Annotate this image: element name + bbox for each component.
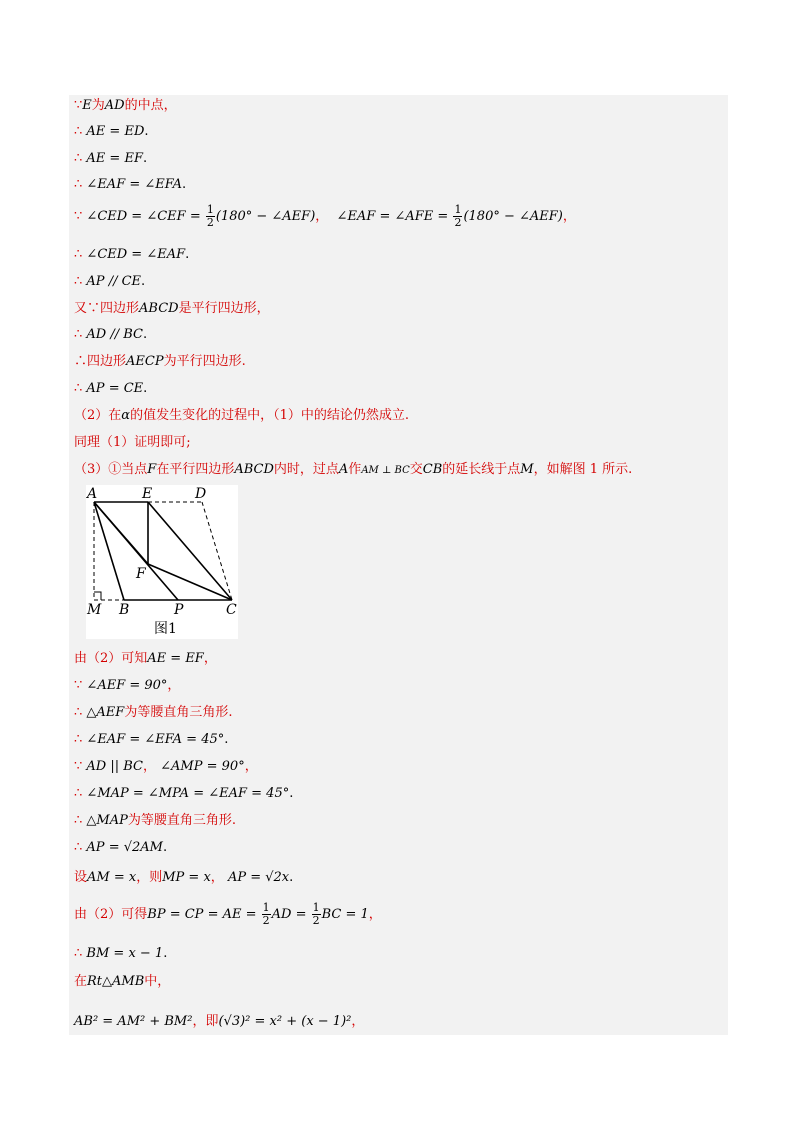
text-line: 由（2）可得BP = CP = AE = $\frac{1}{2}$ AD = $\frac{1}{2}$ BC = 1， <box>74 901 382 927</box>
text-line: 设AM = x，则MP = x， AP = √2x. <box>74 870 294 885</box>
text-line: ∵ AD || BC， ∠AMP = 90°， <box>74 759 258 774</box>
text-line: ∵E为AD的中点， <box>74 98 177 113</box>
text-line: 又∵四边形ABCD是平行四边形， <box>74 301 270 316</box>
text-line: ∴ AE = ED. <box>74 124 149 139</box>
fraction: $\frac{1}{2}$ <box>312 901 320 927</box>
text-line: ∴ AE = EF. <box>74 151 148 166</box>
text-line: ∵ ∠AEF = 90°， <box>74 678 181 693</box>
segment-dc-dashed <box>202 502 232 600</box>
label-a: A <box>87 486 98 502</box>
text-line: ∴ ∠EAF = ∠EFA = 45°. <box>74 732 229 747</box>
right-angle-mark <box>94 592 101 600</box>
figure-caption: 图1 <box>154 621 177 637</box>
label-p: P <box>174 602 184 618</box>
segment-ec <box>148 502 232 600</box>
text-line: （2）在α的值发生变化的过程中，（1）中的结论仍然成立. <box>74 408 409 423</box>
text-line: ∴ AP = √2AM. <box>74 840 168 855</box>
text-line: （3）①当点F在平行四边形ABCD内时，过点A作AM ⊥ BC交CB的延长线于点M，如解图 1 所示. <box>74 462 633 477</box>
label-m: M <box>87 602 102 618</box>
fraction: $\frac{1}{2}$ <box>454 203 462 229</box>
text-line: ∴ ∠CED = ∠EAF. <box>74 247 190 262</box>
text-line: ∴ AP // CE. <box>74 274 146 289</box>
text-line: 由（2）可知AE = EF， <box>74 651 217 666</box>
label-b: B <box>119 602 130 618</box>
label-c: C <box>226 602 237 618</box>
label-f: F <box>136 566 146 582</box>
text-line: ∴ △MAP为等腰直角三角形. <box>74 813 237 828</box>
text-line: ∴ AP = CE. <box>74 381 148 396</box>
text-line: ∵ ∠CED = ∠CEF = $\frac{1}{2}$ (180° − ∠AEF)， ∠EAF = ∠AFE = $\frac{1}{2}$ (180° − ∠AEF)， <box>74 203 576 229</box>
segment-af <box>94 502 148 564</box>
text-line: ∴ ∠MAP = ∠MPA = ∠EAF = 45°. <box>74 786 294 801</box>
text-line: 在Rt△AMB中， <box>74 974 171 989</box>
text-line: ∴ △AEF为等腰直角三角形. <box>74 705 233 720</box>
segment-fc <box>148 564 232 600</box>
text-line: 同理（1）证明即可; <box>74 435 191 450</box>
fraction: $\frac{1}{2}$ <box>206 203 214 229</box>
fraction: $\frac{1}{2}$ <box>262 901 270 927</box>
geometry-figure <box>86 485 238 639</box>
text-line: ∴ AD // BC. <box>74 327 148 342</box>
text-line: ∴四边形AECP为平行四边形. <box>74 354 246 369</box>
text-line: ∴ BM = x − 1. <box>74 946 168 961</box>
segment-ab <box>94 502 124 600</box>
figure-svg <box>86 485 238 639</box>
label-e: E <box>142 486 153 502</box>
text-line: AB² = AM² + BM²，即(√3)² = x² + (x − 1)²， <box>74 1014 365 1029</box>
text-line: ∴ ∠EAF = ∠EFA. <box>74 177 187 192</box>
label-d: D <box>195 486 207 502</box>
